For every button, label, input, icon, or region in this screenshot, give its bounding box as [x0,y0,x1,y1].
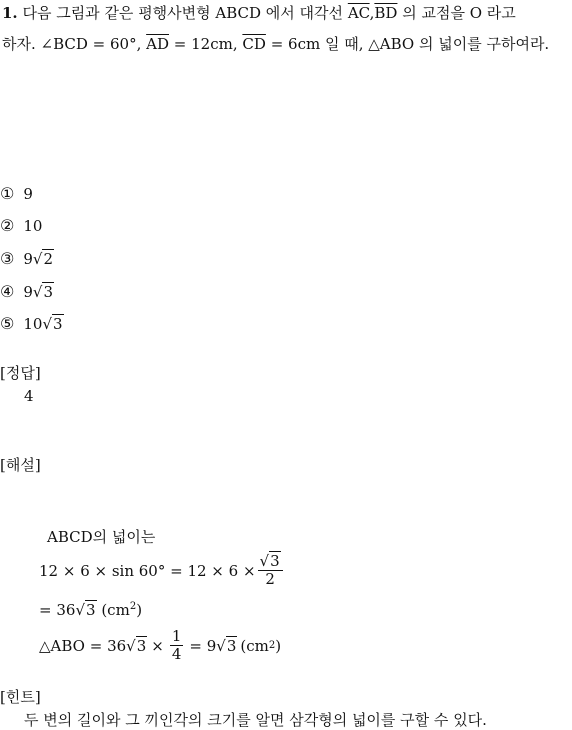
question-text-2b: = 12cm, [173,35,238,53]
choice-3-value: 9√2 [23,249,53,268]
choice-2-value: 10 [23,216,43,235]
sqrt-symbol: √2 [32,249,53,268]
answer-value: 4 [24,387,34,405]
question-number: 1. [2,4,18,22]
question-text-1b: 의 교점을 O 라고 [402,4,516,22]
segment-cd: $\overline{CD}$ [242,35,266,53]
explanation-line-4: △ABO = 36 √3 × $\frac{1}{4}$ = 9 √3 (cm 2 ) [39,627,282,663]
choice-1-value: 9 [23,184,33,203]
sqrt-symbol: √3 [32,282,53,301]
choice-4-value: 9√3 [23,282,53,301]
choice-5[interactable] [0,314,64,333]
hint-text: 두 변의 길이와 그 끼인각의 크기를 알면 삼각형의 넓이를 구할 수 있다. [24,711,487,729]
explanation-line-1: ABCD의 넓이는 [47,528,156,546]
segment-ad: $\overline{AD}$ [146,35,169,53]
choice-3-mark: ③ [0,249,15,268]
question-text-2a: 하자. ∠BCD = 60°, [2,35,142,53]
answer-header: [정답] [0,364,41,382]
choice-5-value: 10√3 [23,314,63,333]
explanation-header: [해설] [0,456,41,474]
choice-3[interactable] [0,249,54,268]
choice-1-mark: ① [0,184,15,203]
fraction-1-over-4: $\frac{1}{4}$ [171,627,182,663]
sqrt-symbol: √3 [42,314,63,333]
choice-2[interactable] [0,216,42,235]
hint-header: [힌트] [0,688,41,706]
fraction-sqrt3-over-2: $\frac{√3}{2}$ [258,553,283,588]
choice-5-mark: ⑤ [0,314,15,333]
choice-4-mark: ④ [0,282,15,301]
segment-comma: , [369,4,375,22]
question-text-2c: = 6cm 일 때, △ABO 의 넓이를 구하여라. [270,35,550,53]
choice-2-mark: ② [0,216,15,235]
choice-4[interactable] [0,282,54,301]
explanation-line-3: = 36√3 $(cm^2)$ [39,601,143,619]
question-text-1a: 다음 그림과 같은 평행사변형 ABCD 에서 대각선 [22,4,344,22]
question-line-2 [2,33,549,54]
choice-1[interactable] [0,184,33,203]
question-line-1 [2,2,516,23]
segment-bd: $\overline{BD}$ [374,4,398,22]
explanation-line-2: 12 × 6 × sin 60° = 12 × 6 × $\frac{√3}{2}$ [39,553,285,588]
segment-ac: $\overline{AC}$ [347,4,370,22]
